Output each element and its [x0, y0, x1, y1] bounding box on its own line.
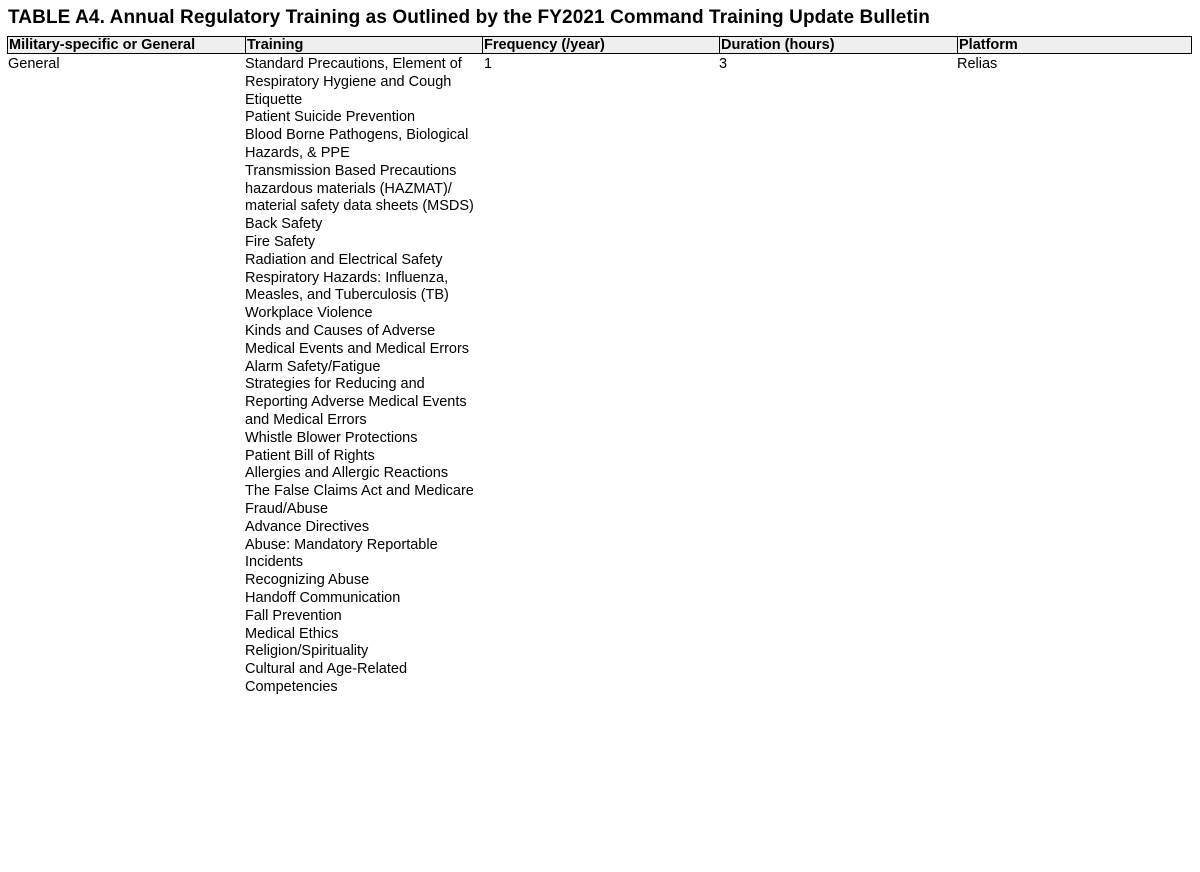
training-item: Patient Bill of Rights: [245, 447, 375, 464]
training-item: Religion/Spirituality: [245, 643, 369, 660]
platform-cell: Relias: [957, 56, 998, 72]
training-item: Standard Precautions, Element of Respiratory Hygiene and Cough Etiquette: [245, 56, 462, 108]
training-item: Recognizing Abuse: [245, 572, 370, 589]
training-item: Kinds and Causes of Adverse Medical Events and Medical Errors: [245, 322, 470, 357]
training-list: [245, 56, 481, 697]
training-item: Radiation and Electrical Safety: [245, 251, 443, 268]
category-cell: General: [8, 56, 60, 72]
training-item: hazardous materials (HAZMAT)/ material safety data sheets (MSDS): [245, 180, 474, 215]
column-header-training: Training: [245, 37, 482, 53]
duration-cell: 3: [719, 56, 728, 72]
training-item: Patient Suicide Prevention: [245, 109, 416, 126]
training-item: Whistle Blower Protections: [245, 429, 418, 446]
column-header-duration: Duration (hours): [719, 37, 957, 53]
training-item: Cultural and Age-Related Competencies: [245, 661, 408, 695]
column-header-category: Military-specific or General: [9, 37, 196, 53]
column-header-frequency: Frequency (/year): [482, 37, 719, 53]
training-item: Medical Ethics: [245, 625, 339, 642]
frequency-cell: 1: [484, 56, 493, 72]
training-item: Alarm Safety/Fatigue: [245, 358, 381, 375]
table-title: TABLE A4. Annual Regulatory Training as Outlined by the FY2021 Command Training Update Bulletin: [8, 7, 930, 28]
training-item: Handoff Communication: [245, 589, 401, 606]
training-item: Allergies and Allergic Reactions: [245, 465, 449, 482]
training-item: Transmission Based Precautions: [245, 162, 457, 179]
training-item: Fire Safety: [245, 233, 316, 250]
training-cell: [244, 55, 481, 697]
training-item: Blood Borne Pathogens, Biological Hazards, & PPE: [245, 127, 469, 161]
table-header-row: [7, 36, 1192, 54]
training-item: Back Safety: [245, 216, 323, 233]
training-item: Fall Prevention: [245, 607, 342, 624]
training-item: Workplace Violence: [245, 305, 373, 322]
training-item: Respiratory Hazards: Influenza, Measles, and Tuberculosis (TB): [245, 269, 449, 304]
column-header-platform: Platform: [957, 37, 1191, 53]
training-item: Advance Directives: [245, 518, 370, 535]
training-item: Strategies for Reducing and Reporting Adverse Medical Events and Medical Errors: [245, 376, 467, 428]
table-row: [7, 55, 1192, 697]
training-item: Abuse: Mandatory Reportable Incidents: [245, 536, 438, 571]
training-item: The False Claims Act and Medicare Fraud/Abuse: [245, 483, 474, 517]
